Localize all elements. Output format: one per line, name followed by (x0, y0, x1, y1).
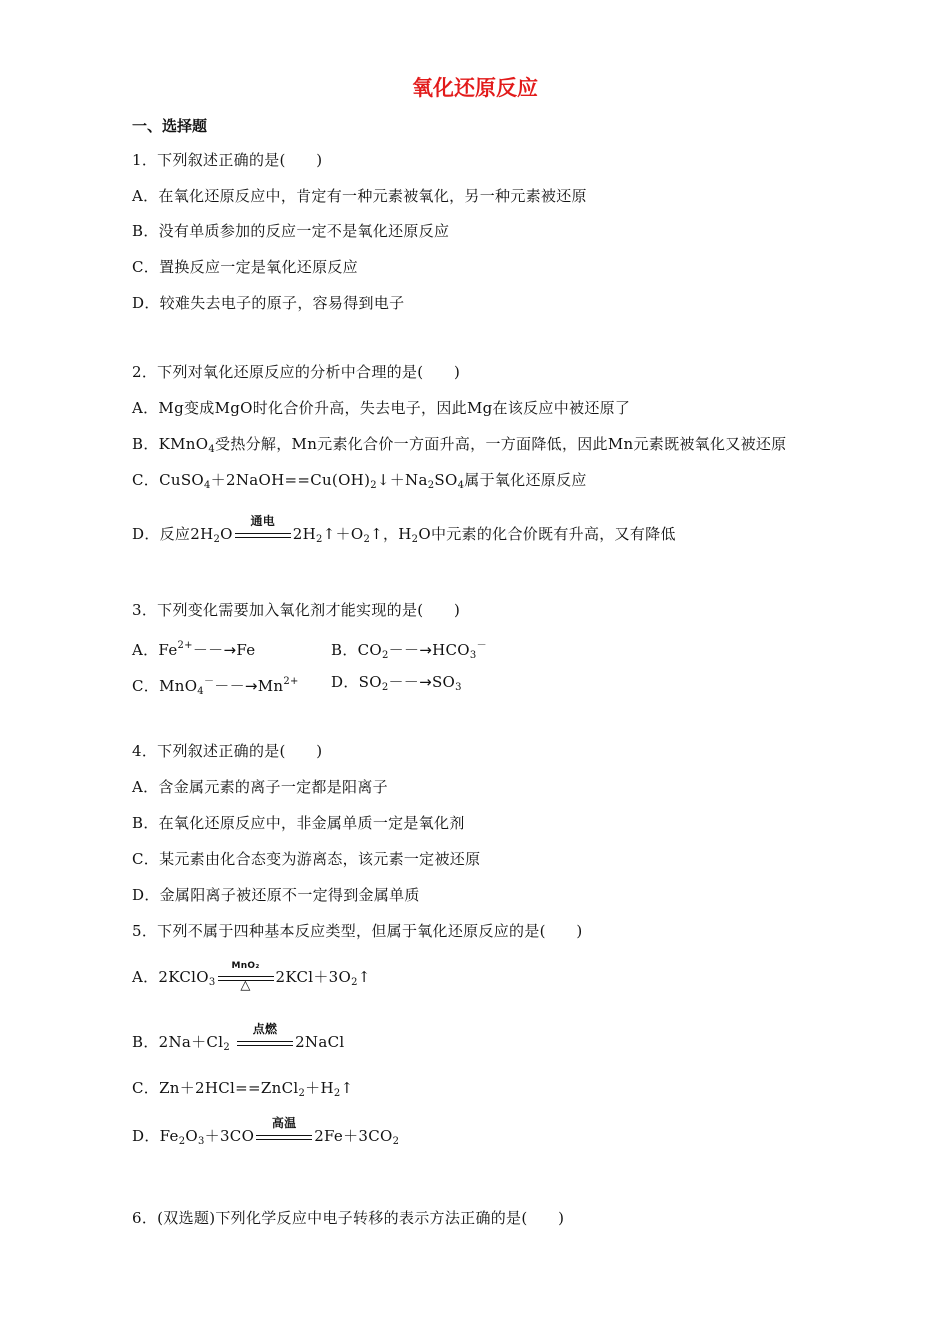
q1-option-a: A．在氧化还原反应中，肯定有一种元素被氧化，另一种元素被还原 (132, 187, 587, 205)
q2-option-c-text: 属于氧化还原反应 (464, 471, 587, 489)
q4-option-a: A．含金属元素的离子一定都是阳离子 (132, 778, 388, 796)
q4-stem: 4．下列叙述正确的是( ) (132, 742, 323, 760)
q5-option-b: B．$2Na+Cl_2$ 点燃 2NaCl (132, 1030, 344, 1058)
page-title: 氧化还原反应 (412, 76, 538, 100)
equal-sign (256, 1135, 312, 1140)
section-heading: 一、选择题 (132, 117, 208, 135)
high-temp-condition (256, 1116, 312, 1150)
q5-option-c: C．$Zn+2HCl==ZnCl_2+H_2↑$ (132, 1079, 354, 1099)
q2-stem: 2．下列对氧化还原反应的分析中合理的是( ) (132, 363, 461, 381)
q2-option-c: C．$CuSO_4+2NaOH==Cu(OH)_2↓+Na_2SO_4$属于氧化还原反应 (132, 471, 587, 491)
electrolysis-label: 通电 (250, 514, 276, 528)
q2-option-d-label: D．反应 (132, 525, 191, 543)
q2-option-a: A．Mg变成MgO时化合价升高，失去电子，因此Mg在该反应中被还原了 (132, 399, 631, 417)
q1-stem: 1．下列叙述正确的是( ) (132, 151, 323, 169)
electrolysis-condition (235, 514, 291, 548)
q3-option-d: D．$SO_2--\to SO_3$ (331, 673, 462, 693)
q2-option-b: B．KMnO$_4$受热分解，Mn元素化合价一方面升高，一方面降低，因此Mn元素既被氧化又被还原 (132, 435, 787, 455)
q1-option-b: B．没有单质参加的反应一定不是氧化还原反应 (132, 222, 450, 240)
q4-option-d: D．金属阳离子被还原不一定得到金属单质 (132, 886, 420, 904)
q6-stem: 6．(双选题)下列化学反应中电子转移的表示方法正确的是( ) (132, 1209, 565, 1227)
heat-symbol: △ (240, 978, 251, 993)
q3-option-b: B．$CO_2--\to HCO_3^-$ (331, 640, 487, 661)
q5-stem: 5．下列不属于四种基本反应类型，但属于氧化还原反应的是( ) (132, 922, 583, 940)
q4-option-b: B．在氧化还原反应中，非金属单质一定是氧化剂 (132, 814, 465, 832)
catalyst-heat-condition (218, 961, 274, 993)
q3-option-c: C．$MnO_4^---\to Mn^{2+}$ (132, 676, 299, 697)
q2-option-d: D．反应$2H_2O$ 通电 $2H_2↑+O_2↑$，$H_2O$中元素的化合价既有升高，又有降低 (132, 522, 676, 550)
high-temp-label: 高温 (271, 1116, 297, 1130)
q5-option-a: A．2KClO$_3$ MnO₂ △ $2KCl+3O_2↑$ (132, 961, 371, 993)
q3-option-a: A．$Fe^{2+}--\to Fe$ (132, 640, 256, 659)
catalyst-label: MnO₂ (231, 961, 260, 971)
q1-option-c: C．置换反应一定是氧化还原反应 (132, 258, 358, 276)
ignite-condition (237, 1022, 293, 1056)
ignite-label: 点燃 (252, 1022, 278, 1036)
equal-sign (237, 1041, 293, 1046)
equal-sign (235, 533, 291, 538)
q2-option-d-text: 中元素的化合价既有升高，又有降低 (430, 525, 676, 543)
q3-stem: 3．下列变化需要加入氧化剂才能实现的是( ) (132, 601, 461, 619)
q5-option-d: D．$Fe_2O_3+3CO$ 高温 $2Fe+3CO_2$ (132, 1124, 399, 1152)
q1-option-d: D．较难失去电子的原子，容易得到电子 (132, 294, 405, 312)
q4-option-c: C．某元素由化合态变为游离态，该元素一定被还原 (132, 850, 481, 868)
q2-option-b-text: 受热分解，Mn元素化合价一方面升高，一方面降低，因此Mn元素既被氧化又被还原 (215, 435, 787, 453)
